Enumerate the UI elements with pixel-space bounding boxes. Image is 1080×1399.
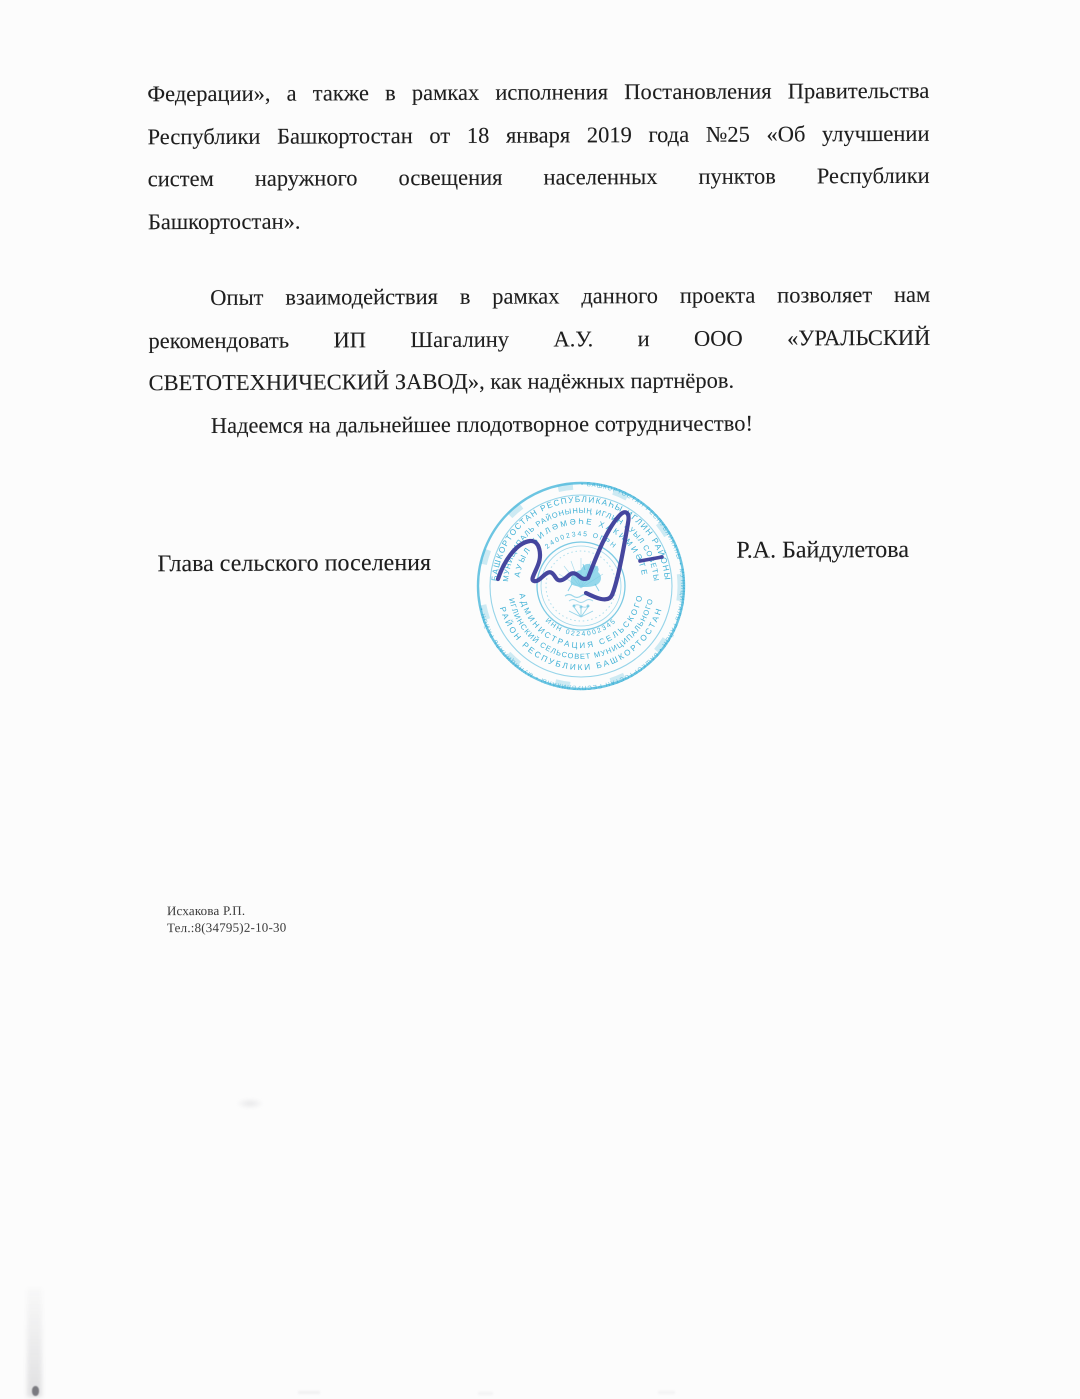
stamp-registration-numbers-bottom: ИНН 0224002345 (543, 617, 619, 639)
stamp-ring2-bottom-text: ИГЛИНСКИЙ СЕЛЬСОВЕТ МУНИЦИПАЛЬНОГО (507, 597, 655, 662)
letter-line (148, 155, 930, 201)
letter-word: рамках (411, 79, 480, 106)
executor-phone: Тел.:8(34795)2-10-30 (166, 919, 287, 935)
footer-contact-block (167, 903, 287, 937)
letter-word: проекта (679, 282, 756, 308)
letter-word: освещения (398, 164, 503, 191)
letter-word: данного (581, 283, 659, 309)
letter-word: рекомендовать (148, 327, 290, 353)
stamp-ring3-top-text: АУЫЛ БИЛӘМӘҺЕ ХАКИМИӘТЕ (512, 516, 650, 578)
letter-word: позволяет (777, 282, 873, 308)
letter-word: 2019 (586, 121, 632, 147)
signature-position-title: Глава сельского поселения (157, 550, 432, 578)
letter-word: «УРАЛЬСКИЙ (787, 324, 931, 350)
letter-line (147, 112, 929, 158)
letter-word: ИП (333, 326, 367, 352)
letter-word: января (505, 121, 571, 148)
letter-line (148, 316, 930, 362)
letter-word: Федерации», (147, 80, 271, 107)
letter-word: от (429, 122, 451, 148)
letter-word: Правительства (787, 77, 930, 104)
signature-dash-stroke (640, 557, 662, 561)
letter-word: 18 (466, 122, 490, 148)
letter-line (148, 274, 930, 320)
signatory-name: Р.А. Байдулетова (736, 536, 910, 564)
letter-word: населенных (543, 164, 658, 190)
signature-ink-graphic (490, 503, 670, 608)
letter-word: года (648, 121, 690, 147)
letter-word: ООО (693, 325, 743, 351)
letter-word: систем (147, 165, 214, 192)
stamp-outer-micro-text: • БАШКОРТОСТАН РЕСПУБЛИКАҺЫ • МУНИЦИПАЛЬ РАЙОН • БАШКОРТОСТАН РЕСПУБЛИКАҺЫ • МУНИЦИПАЛЬ РАЙОН • (479, 481, 685, 691)
letter-word: также (312, 80, 370, 106)
signature-main-stroke (498, 512, 629, 599)
stamp-registration-numbers-top: 24002345 ОГРН (544, 530, 618, 551)
letter-paragraph-legal-basis (147, 70, 930, 243)
handwritten-signature (490, 503, 670, 608)
letter-word: а (286, 80, 297, 106)
letter-word: №25 (705, 121, 750, 147)
executor-name: Исхакова Р.П. (166, 902, 246, 919)
letter-word: Республики (147, 123, 261, 149)
stamp-ring1-bottom-text: РАЙОН РЕСПУБЛИКИ БАШКОРТОСТАН (497, 605, 665, 673)
letter-word: Республики (816, 162, 930, 189)
stamp-ring3-bottom-text: АДМИНИСТРАЦИЯ СЕЛЬСКОГО (517, 592, 645, 651)
letter-word: Постановления (624, 78, 772, 105)
letter-line: Надеемся на дальнейшее плодотворное сотрудничество! (210, 410, 753, 438)
letter-line: Башкортостан». (147, 208, 301, 234)
letter-word: Опыт (210, 284, 264, 310)
letter-line: СВЕТОТЕХНИЧЕСКИЙ ЗАВОД», как надёжных партнёров. (148, 367, 735, 396)
letter-word: Шагалину (410, 326, 510, 352)
letter-word: в (385, 80, 396, 106)
letter-word: рамках (492, 283, 560, 309)
letter-word: «Об (766, 120, 806, 147)
letter-word: и (637, 325, 650, 351)
letter-word: нам (893, 281, 931, 307)
stamp-ring1-top-text: БАШКОРТОСТАН РЕСПУБЛИКАҺЫ ИГЛИН РАЙОНЫ (490, 494, 672, 582)
letter-word: наружного (254, 165, 358, 191)
letter-word: улучшении (821, 120, 930, 146)
stamp-ring2-top-text: МУНИЦИПАЛЬ РАЙОНЫНЫҢ ИГЛИН АУЫЛ СОВЕТЫ (501, 505, 661, 583)
letter-word: Башкортостан (276, 122, 413, 149)
letter-word: пунктов (698, 163, 776, 189)
letter-word: в (459, 283, 471, 309)
letter-word: исполнения (495, 79, 609, 105)
letter-line (147, 70, 929, 116)
letter-paragraph-recommendation (148, 274, 931, 447)
letter-word: взаимодействия (285, 283, 439, 310)
letter-word: А.У. (553, 325, 594, 351)
